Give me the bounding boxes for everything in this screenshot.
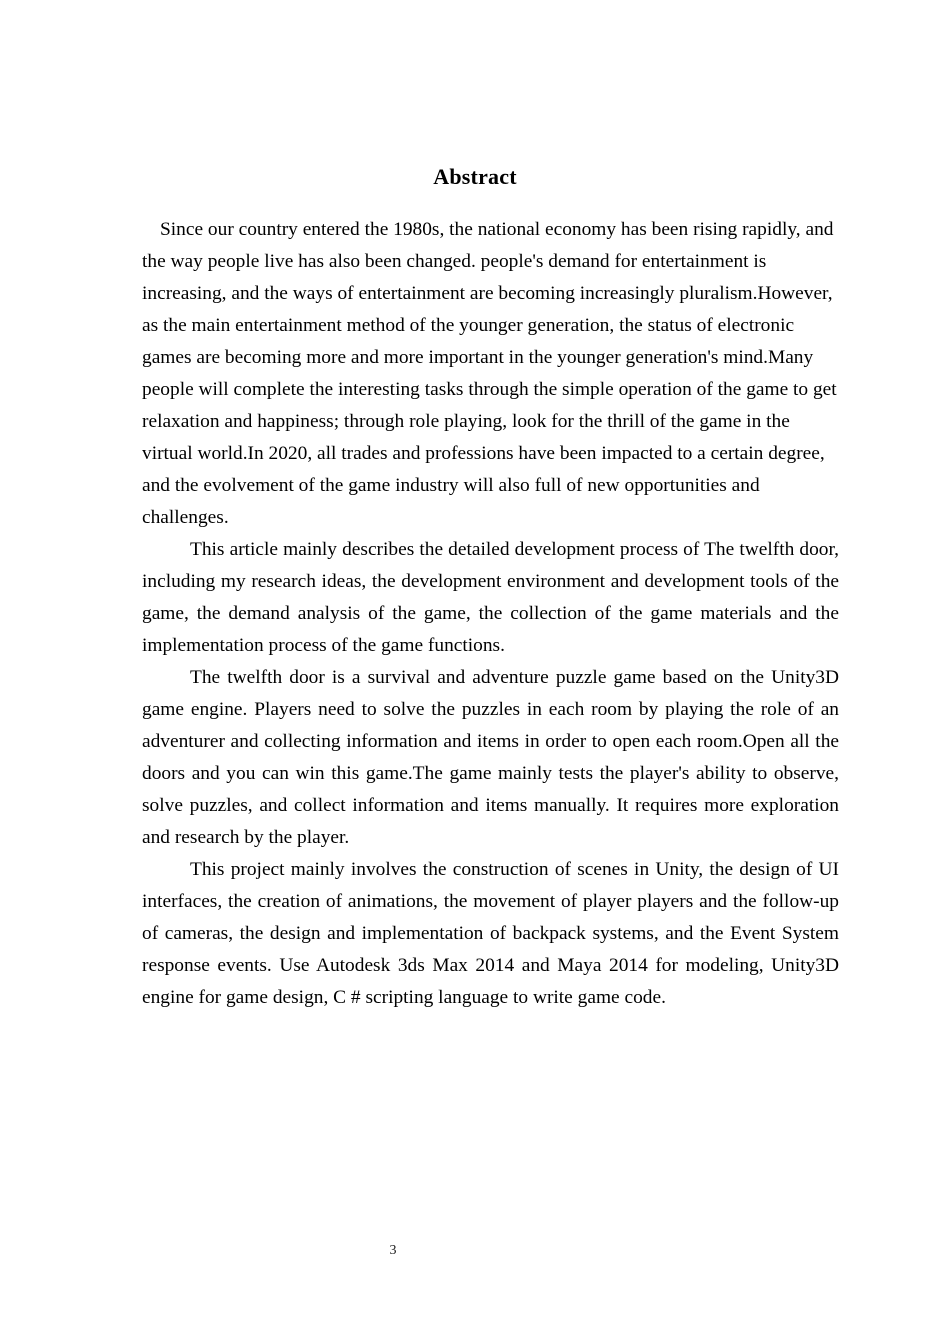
abstract-body bbox=[142, 214, 839, 1014]
page-title: Abstract bbox=[433, 163, 517, 189]
paragraph-abstract-intro: Since our country entered the 1980s, the national economy has been rising rapidly, and the way people live has also been changed. people's demand for entertainment is increasing, and the ways of entertainment are becoming increasingly pluralism.However, as the main entertainment method of the younger generation, the status of electronic games are becoming more and more important in the younger generation's mind.Many people will complete the interesting tasks through the simple operation of the game to get relaxation and happiness; through role playing, look for the thrill of the game in the virtual world.In 2020, all trades and professions have been impacted to a certain degree, and the evolvement of the game industry will also full of new opportunities and challenges. bbox=[142, 219, 837, 528]
paragraph-abstract-scope: This article mainly describes the detailed development process of The twelfth door, including my research ideas, the development environment and development tools of the game, the demand analysis of the game, the collection of the game materials and the implementation process of the game functions. bbox=[142, 539, 839, 656]
paragraph-abstract-gameplay: The twelfth door is a survival and adventure puzzle game based on the Unity3D game engine. Players need to solve the puzzles in each room by playing the role of an adventurer and collecting information and items in order to open each room.Open all the doors and you can win this game.The game mainly tests the player's ability to observe, solve puzzles, and collect information and items manually. It requires more exploration and research by the player. bbox=[142, 667, 839, 848]
page-number: 3 bbox=[389, 1243, 397, 1258]
paragraph-abstract-implementation: This project mainly involves the construction of scenes in Unity, the design of UI interfaces, the creation of animations, the movement of player players and the follow-up of cameras, the design and implementation of backpack systems, and the Event System response events. Use Autodesk 3ds Max 2014 and Maya 2014 for modeling, Unity3D engine for game design, C # scripting language to write game code. bbox=[142, 859, 839, 1008]
